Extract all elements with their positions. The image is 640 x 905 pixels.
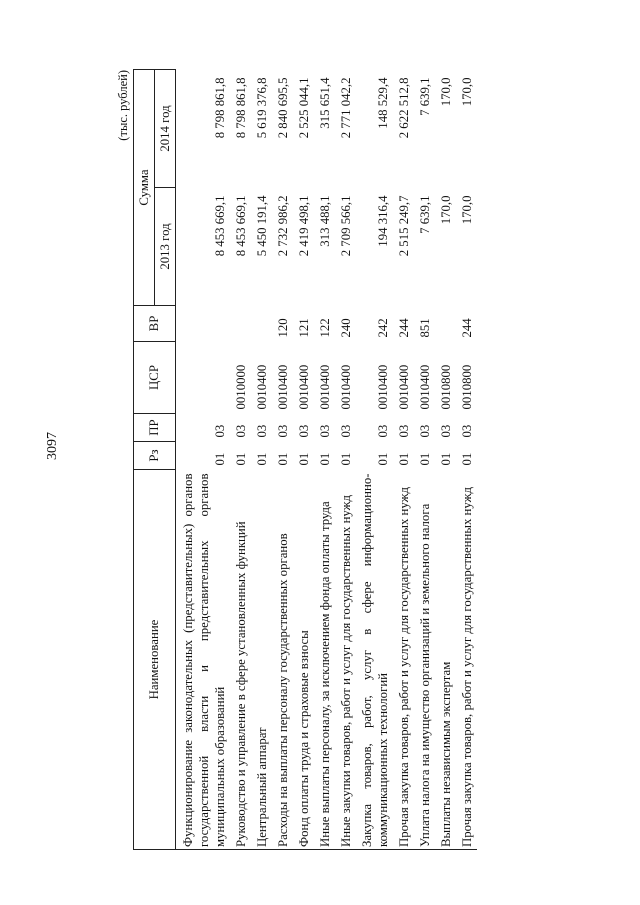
- row-csr: [176, 342, 231, 414]
- row-name: Выплаты независимым экспертам: [435, 470, 456, 850]
- row-rz: 01: [297, 452, 311, 466]
- row-sum-2014: 170,0: [460, 77, 474, 107]
- table-row: [314, 70, 335, 850]
- row-sum-2014: 315 651,4: [318, 77, 332, 129]
- row-vr: [176, 306, 231, 342]
- table-row: [251, 70, 272, 850]
- row-vr: [251, 306, 272, 342]
- row-sum-2014: 148 529,4: [376, 77, 390, 129]
- header-year-2013: 2013 год: [155, 188, 176, 306]
- budget-sheet: [115, 70, 615, 850]
- row-rz: 01: [376, 452, 390, 466]
- budget-table: [133, 69, 477, 850]
- row-sum-2013: 194 316,4: [376, 195, 390, 247]
- table-row: [414, 70, 435, 850]
- row-vr: 244: [460, 318, 474, 338]
- row-sum-2014: 5 619 376,8: [255, 77, 269, 139]
- row-sum-2013: 7 639,1: [418, 195, 432, 234]
- row-rz: 01: [418, 452, 432, 466]
- header-rz: Рз: [134, 442, 176, 470]
- row-name: Закупка товаров, работ, услуг в сфере информационно-коммуникационных технологий: [356, 470, 393, 850]
- row-sum-2013: 170,0: [460, 195, 474, 225]
- table-row: [393, 70, 414, 850]
- row-pr: 03: [276, 424, 290, 438]
- row-csr: 0010400: [376, 364, 390, 410]
- row-sum-2014: 8 798 861,8: [234, 77, 248, 139]
- row-vr: 851: [418, 318, 432, 338]
- row-rz: 01: [339, 452, 353, 466]
- row-csr: 0010800: [439, 364, 453, 410]
- row-name: Центральный аппарат: [251, 470, 272, 850]
- row-vr: 240: [339, 318, 353, 338]
- row-sum-2014: 8 798 861,8: [213, 77, 227, 139]
- row-vr: 120: [276, 318, 290, 338]
- header-sum: Сумма: [134, 70, 155, 306]
- row-name: Прочая закупка товаров, работ и услуг для государственных нужд: [456, 470, 477, 850]
- row-sum-2013: 2 419 498,1: [297, 195, 311, 257]
- row-sum-2014: 2 622 512,8: [397, 77, 411, 139]
- row-sum-2014: 170,0: [439, 77, 453, 107]
- row-name: Уплата налога на имущество организаций и земельного налога: [414, 470, 435, 850]
- row-pr: 03: [397, 424, 411, 438]
- row-name: Иные выплаты персоналу, за исключением фонда оплаты труда: [314, 470, 335, 850]
- row-sum-2013: 8 453 669,1: [234, 195, 248, 257]
- table-row: [456, 70, 477, 850]
- row-pr: 03: [460, 424, 474, 438]
- row-csr: 0010400: [339, 364, 353, 410]
- row-vr: [230, 306, 251, 342]
- row-name: Иные закупки товаров, работ и услуг для государственных нужд: [335, 470, 356, 850]
- page-number: 3097: [45, 432, 60, 460]
- row-name: Фонд оплаты труда и страховые взносы: [293, 470, 314, 850]
- row-rz: 01: [397, 452, 411, 466]
- row-pr: 03: [255, 424, 269, 438]
- row-sum-2014: 2 840 695,5: [276, 77, 290, 139]
- row-csr: 0010400: [318, 364, 332, 410]
- row-csr: 0010400: [418, 364, 432, 410]
- row-sum-2013: 2 709 566,1: [339, 195, 353, 257]
- row-pr: 03: [318, 424, 332, 438]
- row-name: Руководство и управление в сфере установленных функций: [230, 470, 251, 850]
- header-year-2014: 2014 год: [155, 70, 176, 188]
- unit-note: (тыс. рублей): [116, 70, 130, 141]
- row-name: Расходы на выплаты персоналу государственных органов: [272, 470, 293, 850]
- header-vr: ВР: [134, 306, 176, 342]
- header-name: Наименование: [134, 470, 176, 850]
- table-row: [230, 70, 251, 850]
- table-row: [435, 70, 456, 850]
- row-pr: 03: [376, 424, 390, 438]
- row-pr: 03: [297, 424, 311, 438]
- row-rz: 01: [276, 452, 290, 466]
- row-sum-2014: 2 525 044,1: [297, 77, 311, 139]
- row-rz: 01: [460, 452, 474, 466]
- row-sum-2013: 313 488,1: [318, 195, 332, 247]
- table-row: [335, 70, 356, 850]
- row-sum-2014: 7 639,1: [418, 77, 432, 116]
- row-vr: 244: [397, 318, 411, 338]
- row-rz: 01: [255, 452, 269, 466]
- row-pr: 03: [439, 424, 453, 438]
- row-rz: 01: [439, 452, 453, 466]
- row-csr: 0010800: [460, 364, 474, 410]
- table-body: [176, 70, 478, 850]
- table-row: [272, 70, 293, 850]
- row-pr: 03: [213, 424, 227, 438]
- row-pr: 03: [234, 424, 248, 438]
- row-sum-2014: 2 771 042,2: [339, 77, 353, 139]
- row-csr: 0010000: [234, 364, 248, 410]
- row-csr: 0010400: [297, 364, 311, 410]
- row-rz: 01: [213, 452, 227, 466]
- row-csr: 0010400: [276, 364, 290, 410]
- row-sum-2013: 8 453 669,1: [213, 195, 227, 257]
- row-sum-2013: 170,0: [439, 195, 453, 225]
- row-rz: 01: [318, 452, 332, 466]
- row-sum-2013: 2 732 986,2: [276, 195, 290, 257]
- table-row: [356, 70, 393, 850]
- table-header: [134, 70, 176, 850]
- row-sum-2013: 5 450 191,4: [255, 195, 269, 257]
- row-name: Прочая закупка товаров, работ и услуг для государственных нужд: [393, 470, 414, 850]
- row-vr: 121: [297, 318, 311, 338]
- row-rz: 01: [234, 452, 248, 466]
- row-vr: [435, 306, 456, 342]
- row-name: Функционирование законодательных (представительных) органов государственной власти и представительных органов муниципальных образований: [176, 470, 231, 850]
- table-row: [293, 70, 314, 850]
- row-pr: 03: [418, 424, 432, 438]
- row-sum-2013: 2 515 249,7: [397, 195, 411, 257]
- header-pr: ПР: [134, 414, 176, 442]
- row-vr: 242: [376, 318, 390, 338]
- row-pr: 03: [339, 424, 353, 438]
- row-vr: 122: [318, 318, 332, 338]
- row-csr: 0010400: [397, 364, 411, 410]
- header-csr: ЦСР: [134, 342, 176, 414]
- table-row: [176, 70, 231, 850]
- row-csr: 0010400: [255, 364, 269, 410]
